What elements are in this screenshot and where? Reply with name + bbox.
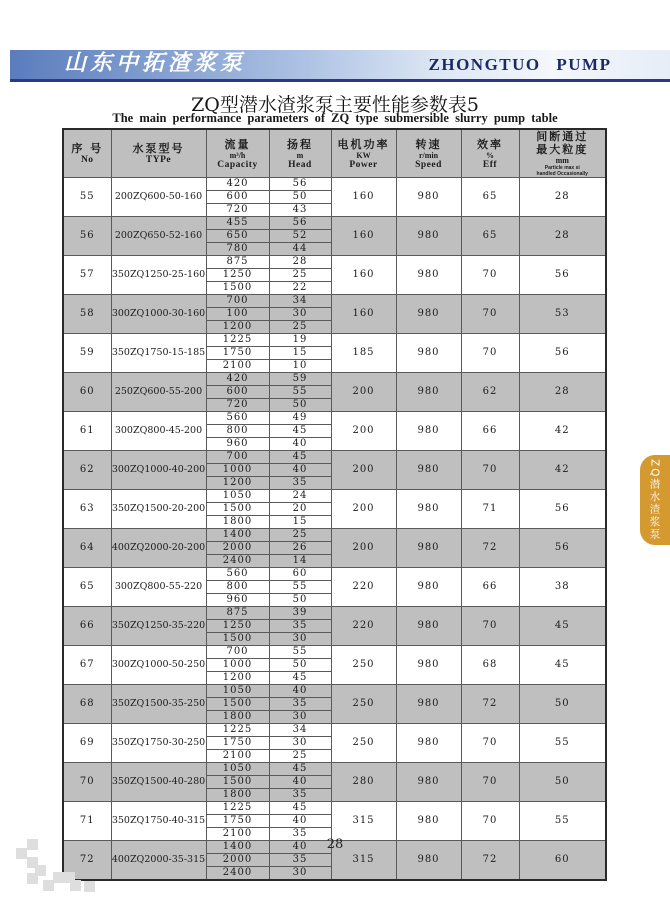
cell-head: 40 bbox=[269, 776, 331, 789]
column-header-line: TYPe bbox=[145, 155, 172, 165]
cell-speed: 980 bbox=[396, 256, 461, 295]
cell-capacity: 1400 bbox=[206, 841, 269, 854]
cell-speed: 980 bbox=[396, 373, 461, 412]
cell-particle: 50 bbox=[519, 763, 606, 802]
cell-head: 45 bbox=[269, 451, 331, 464]
decorative-square bbox=[84, 881, 95, 892]
cell-particle: 42 bbox=[519, 412, 606, 451]
cell-head: 40 bbox=[269, 438, 331, 451]
column-header-no bbox=[63, 129, 111, 178]
cell-head: 39 bbox=[269, 607, 331, 620]
side-tab-zq-series bbox=[640, 455, 670, 545]
cell-head: 30 bbox=[269, 308, 331, 321]
cell-head: 45 bbox=[269, 802, 331, 815]
cell-capacity: 1500 bbox=[206, 503, 269, 516]
cell-no: 55 bbox=[63, 178, 111, 217]
cell-head: 15 bbox=[269, 516, 331, 529]
cell-head: 35 bbox=[269, 477, 331, 490]
cell-model: 350ZQ1750-15-185 bbox=[111, 334, 206, 373]
cell-power: 200 bbox=[331, 373, 396, 412]
cell-head: 43 bbox=[269, 204, 331, 217]
cell-no: 60 bbox=[63, 373, 111, 412]
cell-capacity: 700 bbox=[206, 295, 269, 308]
cell-capacity: 2000 bbox=[206, 854, 269, 867]
cell-head: 45 bbox=[269, 425, 331, 438]
cell-head: 35 bbox=[269, 789, 331, 802]
cell-head: 24 bbox=[269, 490, 331, 503]
table-row-55-sub1 bbox=[63, 178, 606, 191]
cell-speed: 980 bbox=[396, 295, 461, 334]
cell-particle: 28 bbox=[519, 373, 606, 412]
cell-head: 30 bbox=[269, 867, 331, 881]
cell-particle: 28 bbox=[519, 178, 606, 217]
cell-capacity: 1050 bbox=[206, 685, 269, 698]
column-header-line: Capacity bbox=[217, 159, 258, 170]
column-header-line: KW bbox=[356, 150, 371, 160]
cell-model: 250ZQ600-55-200 bbox=[111, 373, 206, 412]
performance-table-wrapper bbox=[62, 128, 607, 881]
cell-power: 280 bbox=[331, 763, 396, 802]
cell-head: 55 bbox=[269, 581, 331, 594]
column-header-line: 间断通过 bbox=[536, 130, 589, 143]
cell-capacity: 700 bbox=[206, 646, 269, 659]
column-header-speed bbox=[396, 129, 461, 178]
cell-capacity: 1500 bbox=[206, 282, 269, 295]
cell-no: 64 bbox=[63, 529, 111, 568]
table-header-row bbox=[63, 129, 606, 178]
cell-capacity: 2100 bbox=[206, 360, 269, 373]
cell-capacity: 650 bbox=[206, 230, 269, 243]
brand-bar-underline bbox=[10, 79, 670, 82]
cell-eff: 70 bbox=[461, 607, 519, 646]
cell-head: 60 bbox=[269, 568, 331, 581]
cell-no: 67 bbox=[63, 646, 111, 685]
company-brand-en: ZHONGTUO PUMP bbox=[428, 55, 612, 74]
cell-speed: 980 bbox=[396, 334, 461, 373]
cell-eff: 68 bbox=[461, 646, 519, 685]
cell-no: 56 bbox=[63, 217, 111, 256]
cell-particle: 53 bbox=[519, 295, 606, 334]
cell-capacity: 1000 bbox=[206, 659, 269, 672]
table-row-68-sub1 bbox=[63, 685, 606, 698]
column-header-head bbox=[269, 129, 331, 178]
cell-capacity: 2000 bbox=[206, 542, 269, 555]
cell-speed: 980 bbox=[396, 412, 461, 451]
decorative-square bbox=[27, 873, 38, 884]
cell-eff: 70 bbox=[461, 334, 519, 373]
column-header-line: Particle max si bbox=[544, 165, 580, 171]
cell-head: 50 bbox=[269, 659, 331, 672]
cell-particle: 56 bbox=[519, 256, 606, 295]
cell-capacity: 2100 bbox=[206, 750, 269, 763]
cell-capacity: 1200 bbox=[206, 321, 269, 334]
cell-model: 200ZQ600-50-160 bbox=[111, 178, 206, 217]
side-tab-label: ZQ潜水渣浆泵 bbox=[648, 459, 661, 541]
cell-model: 350ZQ1500-35-250 bbox=[111, 685, 206, 724]
cell-power: 160 bbox=[331, 295, 396, 334]
cell-power: 250 bbox=[331, 724, 396, 763]
cell-head: 35 bbox=[269, 854, 331, 867]
cell-particle: 55 bbox=[519, 724, 606, 763]
cell-head: 45 bbox=[269, 763, 331, 776]
column-header-line: 扬程 bbox=[287, 137, 313, 151]
cell-no: 72 bbox=[63, 841, 111, 881]
cell-head: 40 bbox=[269, 685, 331, 698]
cell-head: 25 bbox=[269, 750, 331, 763]
cell-head: 44 bbox=[269, 243, 331, 256]
column-header-line: No bbox=[80, 155, 94, 165]
table-row-67-sub1 bbox=[63, 646, 606, 659]
cell-head: 30 bbox=[269, 633, 331, 646]
decorative-square bbox=[27, 839, 38, 850]
cell-capacity: 1225 bbox=[206, 724, 269, 737]
column-header-line: mm bbox=[555, 156, 569, 165]
cell-speed: 980 bbox=[396, 802, 461, 841]
cell-head: 59 bbox=[269, 373, 331, 386]
cell-capacity: 960 bbox=[206, 594, 269, 607]
column-header-line: Power bbox=[349, 159, 378, 170]
cell-model: 350ZQ1500-20-200 bbox=[111, 490, 206, 529]
cell-capacity: 420 bbox=[206, 178, 269, 191]
cell-speed: 980 bbox=[396, 178, 461, 217]
cell-capacity: 1800 bbox=[206, 711, 269, 724]
cell-speed: 980 bbox=[396, 607, 461, 646]
cell-particle: 42 bbox=[519, 451, 606, 490]
table-row-57-sub1 bbox=[63, 256, 606, 269]
column-header-line: 序 号 bbox=[71, 142, 104, 155]
cell-speed: 980 bbox=[396, 763, 461, 802]
cell-head: 49 bbox=[269, 412, 331, 425]
cell-eff: 72 bbox=[461, 685, 519, 724]
cell-capacity: 875 bbox=[206, 256, 269, 269]
cell-no: 69 bbox=[63, 724, 111, 763]
table-row-71-sub1 bbox=[63, 802, 606, 815]
cell-power: 185 bbox=[331, 334, 396, 373]
cell-head: 40 bbox=[269, 464, 331, 477]
cell-power: 250 bbox=[331, 646, 396, 685]
cell-head: 40 bbox=[269, 841, 331, 854]
table-row-60-sub1 bbox=[63, 373, 606, 386]
table-row-64-sub1 bbox=[63, 529, 606, 542]
decorative-square bbox=[43, 880, 54, 891]
column-header-line: handled Occasionally bbox=[536, 171, 588, 177]
cell-head: 20 bbox=[269, 503, 331, 516]
cell-eff: 70 bbox=[461, 802, 519, 841]
cell-speed: 980 bbox=[396, 451, 461, 490]
cell-capacity: 1050 bbox=[206, 763, 269, 776]
column-header-line: % bbox=[486, 150, 494, 160]
cell-power: 315 bbox=[331, 802, 396, 841]
cell-particle: 45 bbox=[519, 646, 606, 685]
cell-particle: 45 bbox=[519, 607, 606, 646]
cell-capacity: 2400 bbox=[206, 867, 269, 881]
cell-capacity: 700 bbox=[206, 451, 269, 464]
cell-capacity: 720 bbox=[206, 399, 269, 412]
cell-head: 26 bbox=[269, 542, 331, 555]
cell-model: 350ZQ1250-25-160 bbox=[111, 256, 206, 295]
cell-capacity: 720 bbox=[206, 204, 269, 217]
cell-capacity: 960 bbox=[206, 438, 269, 451]
cell-particle: 28 bbox=[519, 217, 606, 256]
cell-capacity: 1225 bbox=[206, 802, 269, 815]
table-row-66-sub1 bbox=[63, 607, 606, 620]
cell-head: 55 bbox=[269, 646, 331, 659]
cell-model: 300ZQ1000-40-200 bbox=[111, 451, 206, 490]
cell-model: 350ZQ1500-40-280 bbox=[111, 763, 206, 802]
cell-capacity: 1800 bbox=[206, 789, 269, 802]
cell-no: 65 bbox=[63, 568, 111, 607]
column-header-line: Eff bbox=[482, 159, 498, 170]
cell-head: 45 bbox=[269, 672, 331, 685]
cell-particle: 56 bbox=[519, 490, 606, 529]
cell-no: 59 bbox=[63, 334, 111, 373]
cell-model: 300ZQ800-55-220 bbox=[111, 568, 206, 607]
page-title-en: The main performance parameters of ZQ type submersible slurry pump table bbox=[112, 111, 558, 125]
cell-model: 400ZQ2000-20-200 bbox=[111, 529, 206, 568]
decorative-square bbox=[70, 880, 81, 891]
cell-head: 50 bbox=[269, 594, 331, 607]
cell-head: 34 bbox=[269, 724, 331, 737]
cell-particle: 60 bbox=[519, 841, 606, 881]
column-header-line: m bbox=[296, 150, 304, 160]
cell-capacity: 455 bbox=[206, 217, 269, 230]
column-header-line: 流量 bbox=[224, 137, 251, 151]
cell-eff: 66 bbox=[461, 568, 519, 607]
cell-speed: 980 bbox=[396, 217, 461, 256]
cell-head: 35 bbox=[269, 698, 331, 711]
cell-capacity: 560 bbox=[206, 412, 269, 425]
column-header-power bbox=[331, 129, 396, 178]
column-header-line: 效率 bbox=[477, 137, 503, 151]
cell-power: 200 bbox=[331, 529, 396, 568]
column-header-eff bbox=[461, 129, 519, 178]
cell-power: 200 bbox=[331, 451, 396, 490]
cell-capacity: 1750 bbox=[206, 815, 269, 828]
decorative-square bbox=[53, 872, 64, 883]
cell-speed: 980 bbox=[396, 841, 461, 881]
cell-particle: 55 bbox=[519, 802, 606, 841]
table-row-58-sub1 bbox=[63, 295, 606, 308]
column-header-line: 电机功率 bbox=[337, 137, 390, 151]
column-header-line: m³/h bbox=[229, 150, 246, 160]
table-row-61-sub1 bbox=[63, 412, 606, 425]
cell-capacity: 800 bbox=[206, 581, 269, 594]
page-number: 28 bbox=[326, 837, 344, 852]
cell-head: 50 bbox=[269, 191, 331, 204]
cell-capacity: 2400 bbox=[206, 555, 269, 568]
cell-head: 40 bbox=[269, 815, 331, 828]
cell-eff: 70 bbox=[461, 295, 519, 334]
cell-head: 25 bbox=[269, 269, 331, 282]
cell-no: 71 bbox=[63, 802, 111, 841]
cell-no: 70 bbox=[63, 763, 111, 802]
cell-eff: 72 bbox=[461, 841, 519, 881]
company-logo-cn: 山东中拓渣浆泵 bbox=[64, 50, 247, 76]
cell-head: 15 bbox=[269, 347, 331, 360]
table-row-65-sub1 bbox=[63, 568, 606, 581]
cell-capacity: 1500 bbox=[206, 633, 269, 646]
column-header-model bbox=[111, 129, 206, 178]
column-header-line: r/min bbox=[418, 150, 439, 160]
column-header-line: Head bbox=[288, 159, 312, 170]
table-body bbox=[63, 178, 606, 881]
cell-eff: 70 bbox=[461, 763, 519, 802]
cell-speed: 980 bbox=[396, 490, 461, 529]
column-header-line: 最大粒度 bbox=[536, 143, 589, 156]
cell-power: 250 bbox=[331, 685, 396, 724]
cell-head: 25 bbox=[269, 321, 331, 334]
cell-capacity: 1750 bbox=[206, 347, 269, 360]
cell-power: 160 bbox=[331, 178, 396, 217]
cell-particle: 38 bbox=[519, 568, 606, 607]
cell-eff: 66 bbox=[461, 412, 519, 451]
cell-no: 66 bbox=[63, 607, 111, 646]
cell-no: 68 bbox=[63, 685, 111, 724]
table-header bbox=[63, 129, 606, 178]
performance-table bbox=[62, 128, 607, 881]
cell-capacity: 1800 bbox=[206, 516, 269, 529]
cell-model: 300ZQ1000-30-160 bbox=[111, 295, 206, 334]
cell-eff: 70 bbox=[461, 256, 519, 295]
cell-capacity: 1500 bbox=[206, 776, 269, 789]
cell-head: 30 bbox=[269, 711, 331, 724]
cell-capacity: 1400 bbox=[206, 529, 269, 542]
cell-speed: 980 bbox=[396, 529, 461, 568]
cell-power: 220 bbox=[331, 568, 396, 607]
cell-power: 200 bbox=[331, 490, 396, 529]
cell-capacity: 780 bbox=[206, 243, 269, 256]
cell-eff: 65 bbox=[461, 178, 519, 217]
table-row-62-sub1 bbox=[63, 451, 606, 464]
cell-capacity: 1200 bbox=[206, 477, 269, 490]
cell-capacity: 1250 bbox=[206, 269, 269, 282]
column-header-line: Speed bbox=[415, 159, 442, 170]
cell-particle: 50 bbox=[519, 685, 606, 724]
cell-capacity: 875 bbox=[206, 607, 269, 620]
cell-head: 25 bbox=[269, 529, 331, 542]
cell-head: 35 bbox=[269, 620, 331, 633]
cell-model: 400ZQ2000-35-315 bbox=[111, 841, 206, 881]
cell-model: 350ZQ1750-30-250 bbox=[111, 724, 206, 763]
cell-particle: 56 bbox=[519, 334, 606, 373]
cell-no: 58 bbox=[63, 295, 111, 334]
cell-speed: 980 bbox=[396, 646, 461, 685]
cell-head: 56 bbox=[269, 217, 331, 230]
cell-head: 52 bbox=[269, 230, 331, 243]
cell-speed: 980 bbox=[396, 724, 461, 763]
cell-capacity: 1200 bbox=[206, 672, 269, 685]
column-header-line: 水泵型号 bbox=[132, 142, 185, 155]
cell-no: 57 bbox=[63, 256, 111, 295]
cell-no: 61 bbox=[63, 412, 111, 451]
cell-head: 30 bbox=[269, 737, 331, 750]
cell-head: 10 bbox=[269, 360, 331, 373]
cell-speed: 980 bbox=[396, 685, 461, 724]
cell-eff: 70 bbox=[461, 451, 519, 490]
cell-eff: 71 bbox=[461, 490, 519, 529]
cell-head: 22 bbox=[269, 282, 331, 295]
cell-capacity: 1750 bbox=[206, 737, 269, 750]
cell-eff: 65 bbox=[461, 217, 519, 256]
cell-capacity: 100 bbox=[206, 308, 269, 321]
cell-capacity: 600 bbox=[206, 191, 269, 204]
cell-model: 350ZQ1250-35-220 bbox=[111, 607, 206, 646]
table-row-59-sub1 bbox=[63, 334, 606, 347]
cell-power: 315 bbox=[331, 841, 396, 881]
cell-eff: 70 bbox=[461, 724, 519, 763]
cell-model: 200ZQ650-52-160 bbox=[111, 217, 206, 256]
cell-capacity: 1050 bbox=[206, 490, 269, 503]
cell-model: 350ZQ1750-40-315 bbox=[111, 802, 206, 841]
cell-capacity: 560 bbox=[206, 568, 269, 581]
table-row-70-sub1 bbox=[63, 763, 606, 776]
table-row-63-sub1 bbox=[63, 490, 606, 503]
cell-capacity: 1000 bbox=[206, 464, 269, 477]
cell-head: 19 bbox=[269, 334, 331, 347]
cell-capacity: 2100 bbox=[206, 828, 269, 841]
cell-power: 160 bbox=[331, 217, 396, 256]
cell-capacity: 1250 bbox=[206, 620, 269, 633]
cell-head: 56 bbox=[269, 178, 331, 191]
column-header-capacity bbox=[206, 129, 269, 178]
cell-head: 14 bbox=[269, 555, 331, 568]
page-title-cn: ZQ型潜水渣浆泵主要性能参数表5 bbox=[191, 94, 479, 116]
cell-head: 35 bbox=[269, 828, 331, 841]
cell-head: 55 bbox=[269, 386, 331, 399]
cell-power: 200 bbox=[331, 412, 396, 451]
cell-no: 62 bbox=[63, 451, 111, 490]
table-row-69-sub1 bbox=[63, 724, 606, 737]
table-row-56-sub1 bbox=[63, 217, 606, 230]
cell-power: 160 bbox=[331, 256, 396, 295]
cell-capacity: 800 bbox=[206, 425, 269, 438]
decorative-square bbox=[16, 848, 27, 859]
cell-no: 63 bbox=[63, 490, 111, 529]
cell-model: 300ZQ1000-50-250 bbox=[111, 646, 206, 685]
cell-eff: 62 bbox=[461, 373, 519, 412]
cell-speed: 980 bbox=[396, 568, 461, 607]
cell-model: 300ZQ800-45-200 bbox=[111, 412, 206, 451]
cell-power: 220 bbox=[331, 607, 396, 646]
cell-particle: 56 bbox=[519, 529, 606, 568]
cell-eff: 72 bbox=[461, 529, 519, 568]
cell-head: 50 bbox=[269, 399, 331, 412]
cell-capacity: 1500 bbox=[206, 698, 269, 711]
cell-head: 34 bbox=[269, 295, 331, 308]
column-header-particle bbox=[519, 129, 606, 178]
column-header-line: 转速 bbox=[415, 137, 442, 151]
cell-capacity: 1225 bbox=[206, 334, 269, 347]
cell-capacity: 420 bbox=[206, 373, 269, 386]
cell-capacity: 600 bbox=[206, 386, 269, 399]
cell-head: 28 bbox=[269, 256, 331, 269]
